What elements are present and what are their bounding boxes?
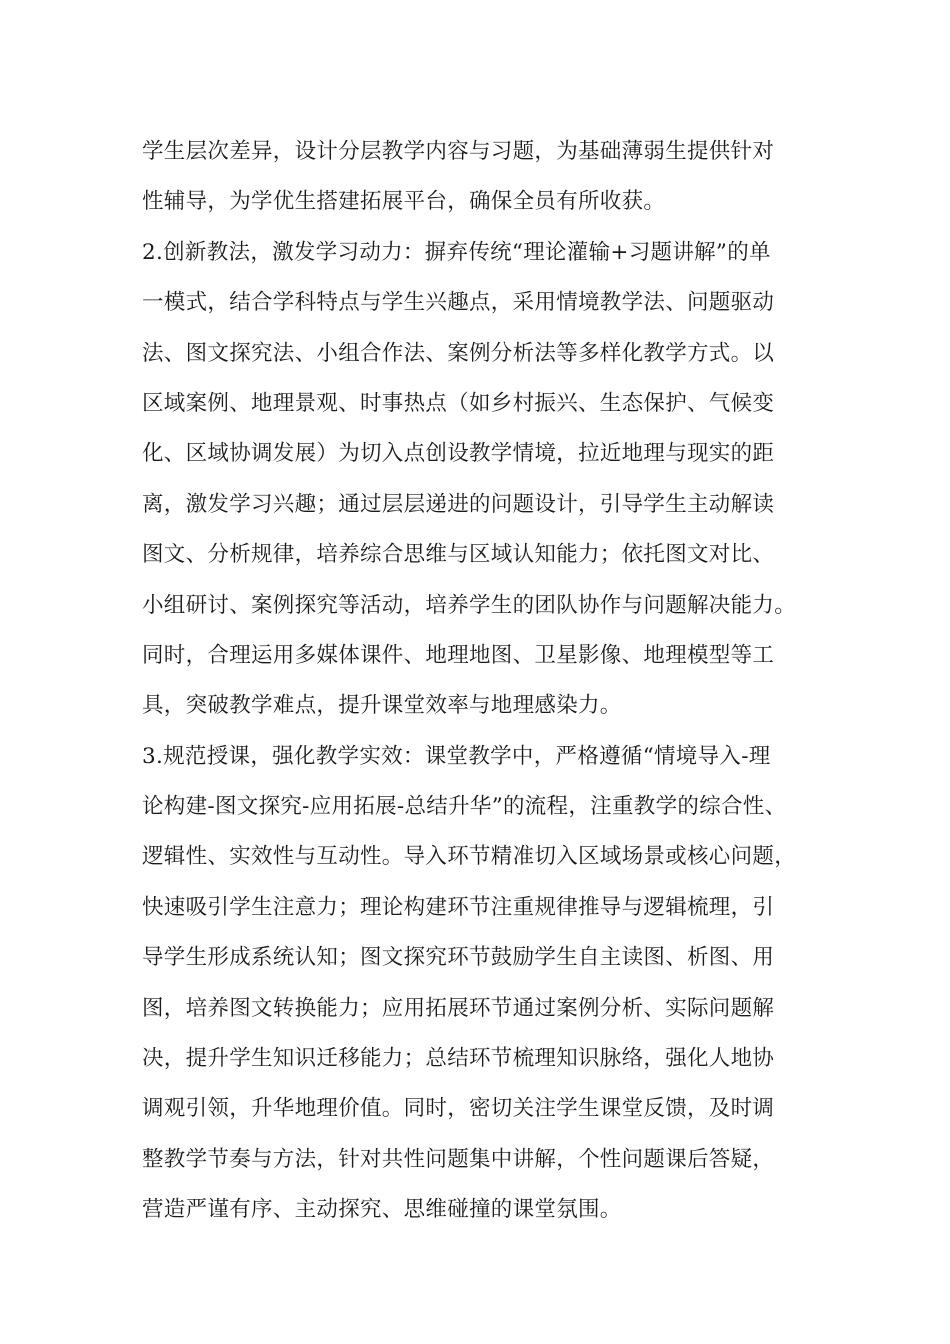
text-line: 法、图文探究法、小组合作法、案例分析法等多样化教学方式。以 xyxy=(142,340,775,366)
text-line: 小组研讨、案例探究等活动，培养学生的团队协作与问题解决能力。 xyxy=(142,592,797,618)
text-line: 离，激发学习兴趣；通过层层递进的问题设计，引导学生主动解读 xyxy=(142,491,775,517)
text-line: 性辅导，为学优生搭建拓展平台，确保全员有所收获。 xyxy=(142,189,666,215)
text-line: 区域案例、地理景观、时事热点（如乡村振兴、生态保护、气候变 xyxy=(142,390,775,416)
text-line: 具，突破教学难点，提升课堂效率与地理感染力。 xyxy=(142,693,622,719)
text-line: 化、区域协调发展）为切入点创设教学情境，拉近地理与现实的距 xyxy=(142,441,775,467)
text-line: 学生层次差异，设计分层教学内容与习题，为基础薄弱生提供针对 xyxy=(142,139,775,164)
text-line: 2.创新教法，激发学习动力：摒弃传统“理论灌输+习题讲解”的单 xyxy=(142,239,771,265)
text-line: 营造严谨有序、主动探究、思维碰撞的课堂氛围。 xyxy=(142,1197,622,1223)
text-line: 导学生形成系统认知；图文探究环节鼓励学生自主读图、析图、用 xyxy=(142,945,775,971)
text-line: 决，提升学生知识迁移能力；总结环节梳理知识脉络，强化人地协 xyxy=(142,1046,775,1072)
text-line: 论构建-图文探究-应用拓展-总结升华”的流程，注重教学的综合性、 xyxy=(142,794,787,820)
text-line: 逻辑性、实效性与互动性。导入环节精准切入区域场景或核心问题， xyxy=(142,844,797,870)
text-line: 整教学节奏与方法，针对共性问题集中讲解，个性问题课后答疑， xyxy=(142,1146,775,1172)
document-body xyxy=(142,132,842,1241)
text-line: 3.规范授课，强化教学实效：课堂教学中，严格遵循“情境导入-理 xyxy=(142,743,771,769)
text-line: 快速吸引学生注意力；理论构建环节注重规律推导与逻辑梳理，引 xyxy=(142,894,775,920)
text-line: 图，培养图文转换能力；应用拓展环节通过案例分析、实际问题解 xyxy=(142,995,775,1021)
text-line: 一模式，结合学科特点与学生兴趣点，采用情境教学法、问题驱动 xyxy=(142,290,775,316)
text-line: 图文、分析规律，培养综合思维与区域认知能力；依托图文对比、 xyxy=(142,542,775,568)
text-line: 同时，合理运用多媒体课件、地理地图、卫星影像、地理模型等工 xyxy=(142,642,775,668)
text-line: 调观引领，升华地理价值。同时，密切关注学生课堂反馈，及时调 xyxy=(142,1096,775,1122)
